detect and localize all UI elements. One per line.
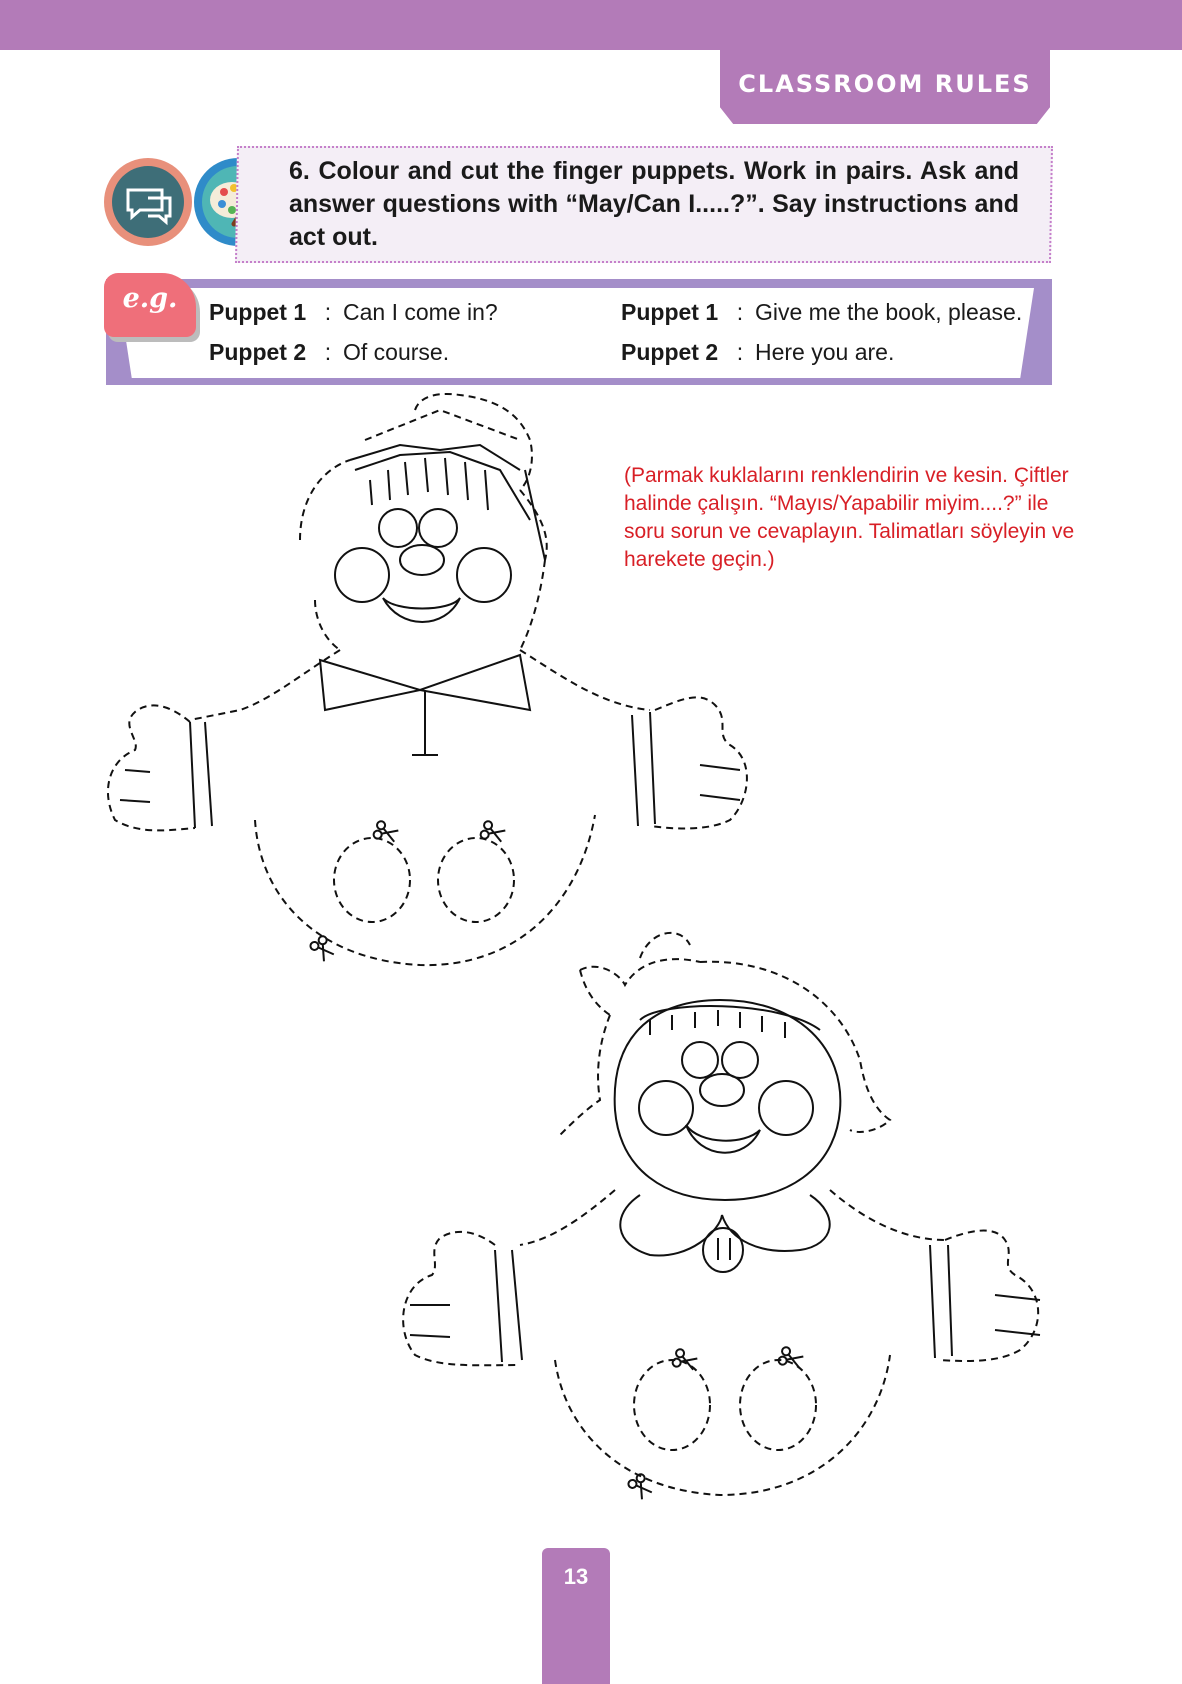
example-badge-label: e.g. xyxy=(122,283,178,314)
colon: : xyxy=(736,299,744,325)
page-number: 13 xyxy=(563,1564,589,1589)
speaker-name: Puppet 2 xyxy=(621,339,719,365)
unit-title: CLASSROOM RULES xyxy=(738,70,1032,98)
dialogue-text: Give me the book, please. xyxy=(755,299,1023,325)
speaker-name: Puppet 2 xyxy=(209,339,307,365)
dialogue-text: Can I come in? xyxy=(343,299,498,325)
boy-finger-puppet xyxy=(108,394,747,965)
speaker-name: Puppet 1 xyxy=(209,299,307,325)
colon: : xyxy=(324,299,332,325)
speaker-name: Puppet 1 xyxy=(621,299,719,325)
girl-finger-puppet xyxy=(403,933,1040,1495)
dialogue-text: Of course. xyxy=(343,339,450,365)
instruction-text: 6. Colour and cut the finger puppets. Work in pairs. Ask and answer questions with “May/Can I.....?”. Say instructions and act out. xyxy=(289,157,1019,251)
dialogue-text: Here you are. xyxy=(755,339,895,365)
colon: : xyxy=(324,339,332,365)
colon: : xyxy=(736,339,744,365)
translation-note: (Parmak kuklalarını renklendirin ve kesin. Çiftler halinde çalışın. “Mayıs/Yapabilir miyim....?” ile soru sorun ve cevaplayın. Talimatları söyleyin ve harekete geçin.) xyxy=(624,464,1075,571)
